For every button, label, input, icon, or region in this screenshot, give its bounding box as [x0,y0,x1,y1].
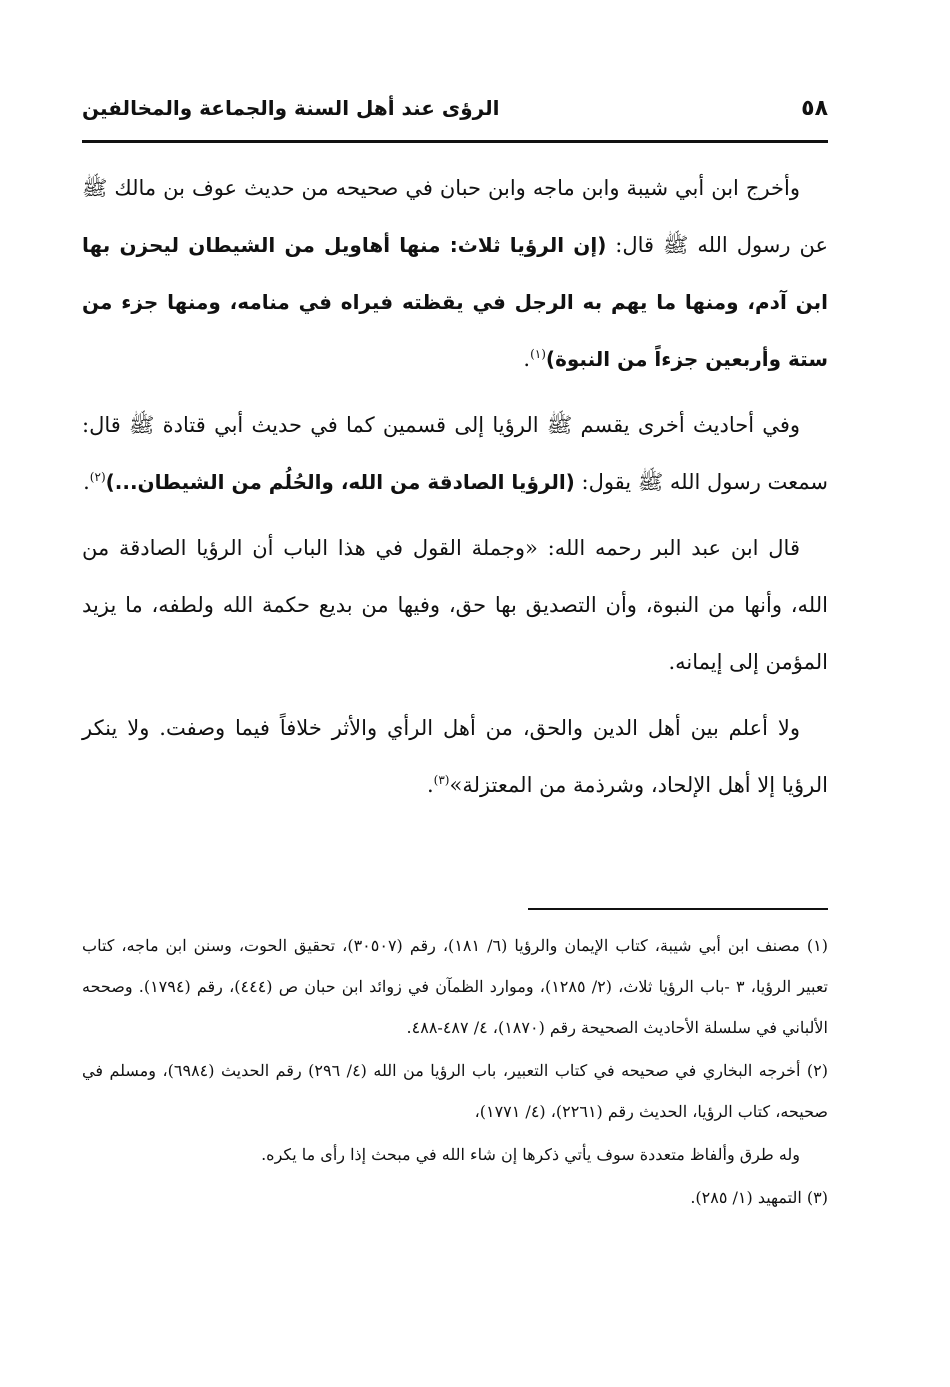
footnote-separator [528,908,828,910]
running-title: الرؤى عند أهل السنة والجماعة والمخالفين [82,96,500,120]
paragraph-2 [82,397,828,511]
footnote-ref-3: (٣) [433,773,450,787]
paragraph-4 [82,700,828,814]
hadith-quote-2: (الرؤيا الصادقة من الله، والحُلُم من الشيطان...) [105,470,575,494]
footnote-2-continuation: وله طرق وألفاظ متعددة سوف يأتي ذكرها إن شاء الله في مبحث إذا رأى ما يكره. [261,1145,800,1164]
paragraph-4-text: ولا أعلم بين أهل الدين والحق، من أهل الرأي والأثر خلافاً فيما وصفت. ولا ينكر الرؤيا إلا أهل الإلحاد، وشرذمة من المعتزلة» [82,716,828,797]
hadith-quote-1: (إن الرؤيا ثلاث: منها أهاويل من الشيطان ليحزن بها ابن آدم، ومنها ما يهم به الرجل في يقظته فيراه في منامه، ومنها جزء من ستة وأربعين جزءاً من النبوة) [82,233,828,371]
footnotes [82,925,828,1220]
paragraph-2-end: . [83,470,90,494]
paragraph-1-end: . [523,347,531,371]
paragraph-3: قال ابن عبد البر رحمه الله: «وجملة القول في هذا الباب أن الرؤيا الصادقة من الله، وأنها من النبوة، وأن التصديق بها حق، وفيها من بديع حكمة الله ولطفه، ما يزيد المؤمن إلى إيمانه. [82,536,828,674]
paragraph-1 [82,160,828,388]
main-text [82,160,828,823]
footnote-ref-2: (٢) [89,470,106,484]
header-rule [82,140,828,143]
paragraph-2-text: وفي أحاديث أخرى يقسم ﷺ الرؤيا إلى قسمين كما في حديث أبي قتادة ﷺ قال: سمعت رسول الله ﷺ يقول: [82,413,828,494]
paragraph-1-text: وأخرج ابن أبي شيبة وابن ماجه وابن حبان في صحيحه من حديث عوف بن مالك ﷺ عن رسول الله ﷺ قال: [82,176,828,257]
page-header [82,88,828,128]
footnote-3: (٣) التمهيد (١/ ٢٨٥). [690,1188,828,1207]
paragraph-4-end: . [426,773,434,797]
footnote-ref-1: (١) [530,347,546,361]
footnote-2: (٢) أخرجه البخاري في صحيحه في كتاب التعبير، باب الرؤيا من الله (٤/ ٢٩٦) رقم الحديث (٦٩٨٤)، ومسلم في صحيحه، كتاب الرؤيا، الحديث رقم (٢٢٦١)، (٤/ ١٧٧١)، [82,1061,829,1121]
footnote-1: (١) مصنف ابن أبي شيبة، كتاب الإيمان والرؤيا (٦/ ١٨١)، رقم (٣٠٥٠٧)، تحقيق الحوت، وسنن ابن ماجه، كتاب تعبير الرؤيا، ٣ -باب الرؤيا ثلاث، (٢/ ١٢٨٥)، وموارد الظمآن في زوائد ابن حبان ص (٤٤٤)، رقم (١٧٩٤). وصححه الألباني في سلسلة الأحاديث الصحيحة رقم (١٨٧٠)، ٤/ ٤٨٧-٤٨٨. [82,936,829,1037]
page-number: ٥٨ [801,95,828,121]
